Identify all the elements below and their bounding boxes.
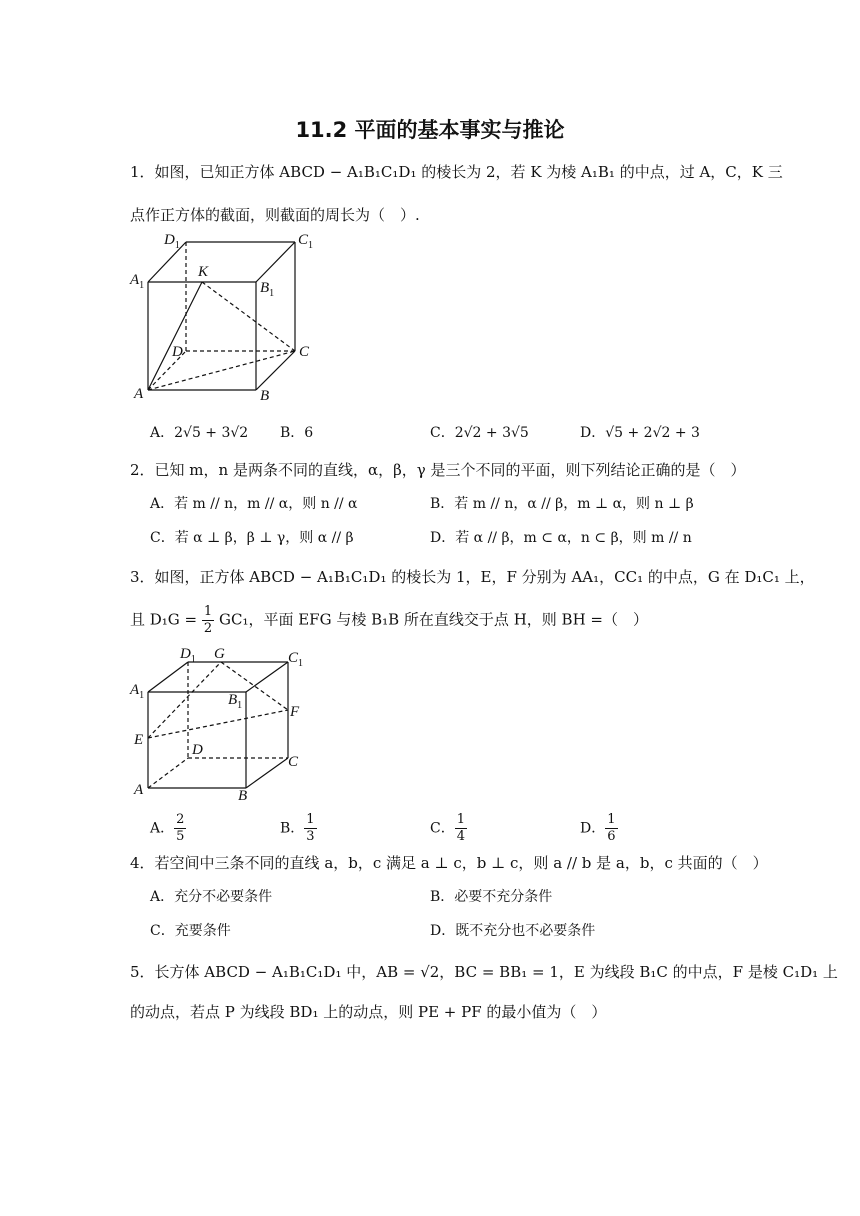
q1-stem-line2: 点作正方体的截面，则截面的周长为（ ）.	[130, 206, 420, 224]
q3-stem-line2	[130, 604, 648, 637]
label-C: C	[299, 344, 310, 360]
q2-option-d: D．若 α // β，m ⊂ α，n ⊂ β，则 m // n	[430, 530, 692, 546]
q4-option-d: D．既不充分也不必要条件	[430, 923, 596, 939]
q4-option-c: C．充要条件	[150, 923, 231, 939]
q2-stem: 2．已知 m，n 是两条不同的直线，α，β，γ 是三个不同的平面，则下列结论正确的是（ ）	[130, 461, 746, 479]
label-B: B	[260, 388, 270, 404]
q4-option-b: B．必要不充分条件	[430, 889, 553, 905]
label-D: D	[172, 344, 183, 360]
q3-fraction-one-half	[202, 604, 214, 637]
page-title: 11.2 平面的基本事实与推论	[295, 118, 565, 142]
q3-line2-pre: 且 D₁G =	[130, 610, 198, 629]
label-A1: $A_1$	[130, 682, 145, 701]
q2-option-a: A．若 m // n，m // α，则 n // α	[150, 496, 358, 512]
q1-option-a: A．2√5 + 3√2	[150, 425, 249, 441]
q1-option-c: C．2√2 + 3√5	[430, 425, 529, 441]
q5-stem-line1: 5．长方体 ABCD − A₁B₁C₁D₁ 中，AB = √2，BC = BB₁ = 1，E 为线段 B₁C 的中点，F 是棱 C₁D₁ 上	[130, 963, 838, 981]
q3-option-c-fraction: $\frac{1}{4}$	[456, 812, 465, 844]
q3-line2-post: GC₁，平面 EFG 与棱 B₁B 所在直线交于点 H，则 BH =（ ）	[218, 610, 648, 629]
label-K: K	[198, 264, 209, 280]
q1-option-b: B．6	[280, 425, 314, 441]
q3-option-a: A． $\frac{2}{5}$	[150, 812, 185, 844]
label-B: B	[238, 788, 248, 804]
label-F: F	[290, 704, 300, 720]
q4-option-a: A．充分不必要条件	[150, 889, 273, 905]
label-E: E	[134, 732, 144, 748]
q3-option-b: B． $\frac{1}{3}$	[280, 812, 315, 844]
q3-option-b-fraction: $\frac{1}{3}$	[306, 812, 315, 844]
q3-stem-line1: 3．如图，正方体 ABCD − A₁B₁C₁D₁ 的棱长为 1，E，F 分别为 AA₁，CC₁ 的中点，G 在 D₁C₁ 上，	[130, 568, 815, 586]
label-C1: $C_1$	[288, 650, 304, 669]
label-B1: $B_1$	[260, 280, 275, 299]
q3-option-a-fraction: $\frac{2}{5}$	[176, 812, 185, 844]
q1-cube-figure	[128, 228, 328, 408]
fraction-numerator: 1	[203, 604, 213, 619]
label-D1: $D_1$	[164, 232, 180, 251]
q4-stem: 4．若空间中三条不同的直线 a，b，c 满足 a ⊥ c，b ⊥ c，则 a // b 是 a，b，c 共面的（ ）	[130, 854, 768, 872]
label-D: D	[192, 742, 203, 758]
label-D1: $D_1$	[180, 646, 196, 665]
label-B1: $B_1$	[228, 692, 243, 711]
fraction-denominator: 2	[203, 621, 213, 636]
q2-option-c: C．若 α ⊥ β，β ⊥ γ，则 α // β	[150, 530, 354, 546]
label-A: A	[134, 386, 144, 402]
q3-option-d-fraction: $\frac{1}{6}$	[607, 812, 616, 844]
label-A: A	[134, 782, 144, 798]
q3-option-c: C． $\frac{1}{4}$	[430, 812, 465, 844]
q3-option-d: D． $\frac{1}{6}$	[580, 812, 616, 844]
q1-stem-line1: 1．如图，已知正方体 ABCD − A₁B₁C₁D₁ 的棱长为 2，若 K 为棱 A₁B₁ 的中点，过 A，C，K 三	[130, 163, 783, 181]
q3-cube-figure	[128, 640, 328, 810]
q5-stem-line2: 的动点，若点 P 为线段 BD₁ 上的动点，则 PE + PF 的最小值为（ ）	[130, 1003, 607, 1021]
label-A1: $A_1$	[130, 272, 145, 291]
q1-option-d: D．√5 + 2√2 + 3	[580, 425, 700, 441]
q2-option-b: B．若 m // n，α // β，m ⊥ α，则 n ⊥ β	[430, 496, 694, 512]
label-C1: $C_1$	[298, 232, 314, 251]
label-C: C	[288, 754, 299, 770]
label-G: G	[214, 646, 225, 662]
